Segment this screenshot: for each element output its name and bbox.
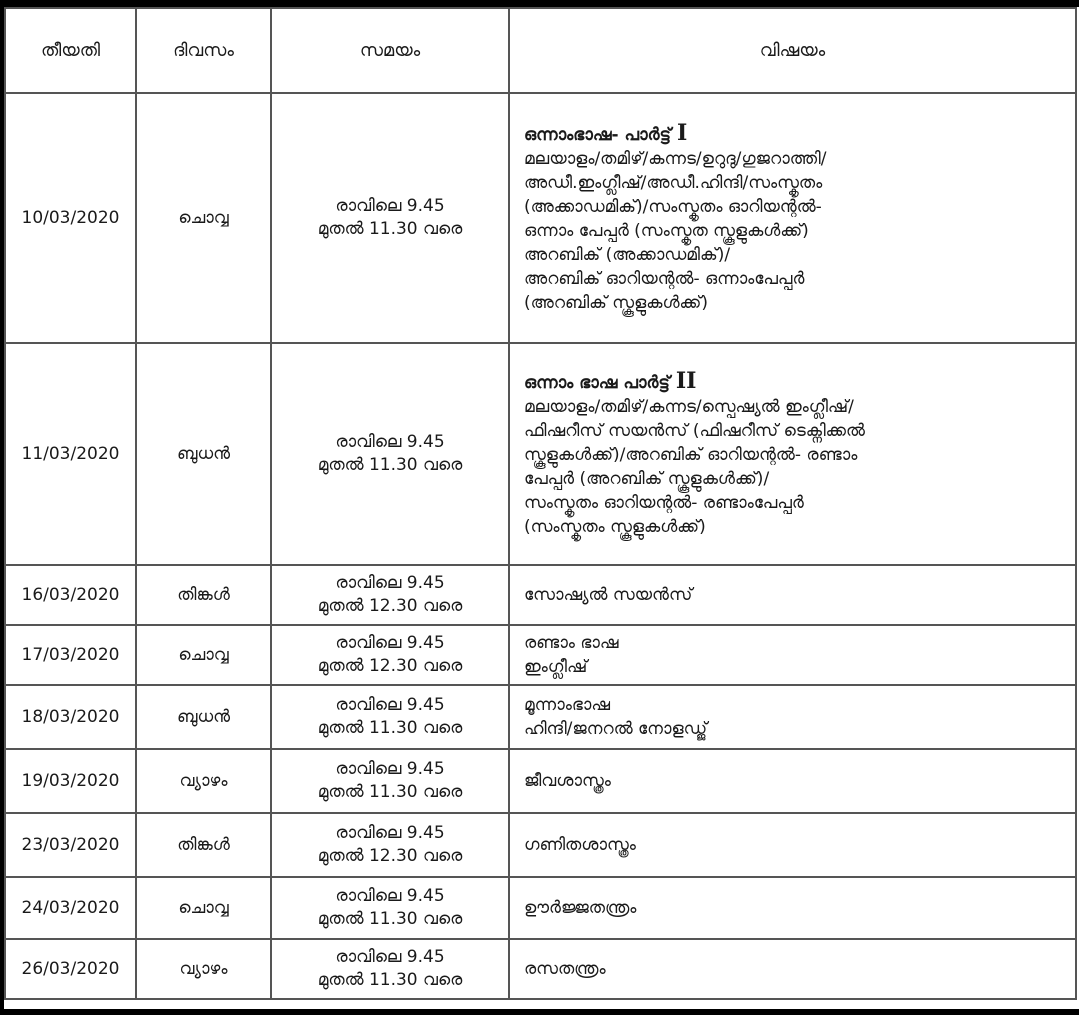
subject-title-numeral: I xyxy=(676,120,688,146)
time-end: മുതൽ 11.30 വരെ xyxy=(317,219,463,239)
date-cell: 19/03/2020 xyxy=(5,749,136,813)
time-end: മുതൽ 11.30 വരെ xyxy=(317,455,463,475)
day-cell: ബുധൻ xyxy=(136,685,271,749)
subject-line: അറബിക് ഓറിയന്റൽ- ഒന്നാംപേപ്പർ xyxy=(524,269,805,289)
subject-cell xyxy=(509,939,1076,999)
subject-line: രണ്ടാം ഭാഷ xyxy=(524,633,619,653)
header-day: ദിവസം xyxy=(136,8,271,93)
day-cell: ബുധൻ xyxy=(136,343,271,565)
time-cell xyxy=(271,343,509,565)
time-cell xyxy=(271,625,509,685)
subject-line: ഊർജ്ജതന്ത്രം xyxy=(524,898,637,918)
header-date: തീയതി xyxy=(5,8,136,93)
subject-line: (അറബിക് സ്കൂളുകൾക്ക്) xyxy=(524,293,708,313)
subject-title-numeral: II xyxy=(675,368,697,394)
subject-cell xyxy=(509,685,1076,749)
table-row xyxy=(5,939,1076,999)
time-end: മുതൽ 12.30 വരെ xyxy=(317,596,463,616)
subject-title-text: ഒന്നാം ഭാഷ പാർട്ട് xyxy=(524,373,676,393)
date-cell: 23/03/2020 xyxy=(5,813,136,877)
subject-line: (അക്കാഡമിക്)/സംസ്കൃതം ഓറിയന്റൽ- xyxy=(524,197,822,217)
time-cell xyxy=(271,93,509,343)
subject-line: സോഷ്യൽ സയൻസ് xyxy=(524,585,693,605)
table-row xyxy=(5,749,1076,813)
subject-line: അറബിക് (അക്കാഡമിക്)/ xyxy=(524,245,731,265)
table-row xyxy=(5,877,1076,939)
date-cell: 18/03/2020 xyxy=(5,685,136,749)
time-start: രാവിലെ 9.45 xyxy=(335,886,445,906)
subject-line: അഡീ.ഇംഗ്ലീഷ്/അഡീ.ഹിന്ദി/സംസ്കൃതം xyxy=(524,173,823,193)
day-cell: ചൊവ്വ xyxy=(136,625,271,685)
table-row xyxy=(5,565,1076,625)
header-time: സമയം xyxy=(271,8,509,93)
table-row xyxy=(5,93,1076,343)
subject-line: മൂന്നാംഭാഷ xyxy=(524,695,611,715)
time-end: മുതൽ 12.30 വരെ xyxy=(317,656,463,676)
time-cell xyxy=(271,813,509,877)
time-end: മുതൽ 11.30 വരെ xyxy=(317,970,463,990)
subject-title-text: ഒന്നാംഭാഷ- പാർട്ട് xyxy=(524,125,677,145)
table-row xyxy=(5,343,1076,565)
subject-line: ഇംഗ്ലീഷ് xyxy=(524,657,588,677)
subject-cell xyxy=(509,877,1076,939)
subject-line: പേപ്പർ (അറബിക് സ്കൂളുകൾക്ക്)/ xyxy=(524,469,770,489)
day-cell: തിങ്കൾ xyxy=(136,813,271,877)
time-end: മുതൽ 11.30 വരെ xyxy=(317,718,463,738)
bottom-border-bar xyxy=(0,1009,1079,1015)
subject-line: സംസ്കൃതം ഓറിയന്റൽ- രണ്ടാംപേപ്പർ xyxy=(524,493,804,513)
date-cell: 10/03/2020 xyxy=(5,93,136,343)
day-cell: വ്യാഴം xyxy=(136,939,271,999)
subject-line: മലയാളം/തമിഴ്/കന്നട/സ്പെഷ്യൽ ഇംഗ്ലീഷ്/ xyxy=(524,397,854,417)
table-row xyxy=(5,685,1076,749)
time-cell xyxy=(271,877,509,939)
time-end: മുതൽ 11.30 വരെ xyxy=(317,909,463,929)
top-border-bar xyxy=(0,0,1079,7)
time-cell xyxy=(271,749,509,813)
subject-title xyxy=(524,369,1065,395)
header-subject: വിഷയം xyxy=(509,8,1076,93)
subject-line: (സംസ്കൃതം സ്കൂളുകൾക്ക്) xyxy=(524,517,706,537)
subject-cell xyxy=(509,625,1076,685)
time-start: രാവിലെ 9.45 xyxy=(335,432,445,452)
table-row xyxy=(5,625,1076,685)
day-cell: ചൊവ്വ xyxy=(136,93,271,343)
date-cell: 17/03/2020 xyxy=(5,625,136,685)
subject-line: ഗണിതശാസ്ത്രം xyxy=(524,835,636,855)
date-cell: 24/03/2020 xyxy=(5,877,136,939)
subject-line: ഒന്നാം പേപ്പർ (സംസ്കൃത സ്കൂളുകൾക്ക്) xyxy=(524,221,809,241)
subject-cell xyxy=(509,749,1076,813)
day-cell: ചൊവ്വ xyxy=(136,877,271,939)
time-end: മുതൽ 12.30 വരെ xyxy=(317,846,463,866)
time-cell xyxy=(271,565,509,625)
subject-line: സ്കൂളുകൾക്ക്)/അറബിക് ഓറിയന്റൽ- രണ്ടാം xyxy=(524,445,858,465)
time-start: രാവിലെ 9.45 xyxy=(335,196,445,216)
subject-cell xyxy=(509,93,1076,343)
day-cell: തിങ്കൾ xyxy=(136,565,271,625)
time-start: രാവിലെ 9.45 xyxy=(335,947,445,967)
subject-line: രസതന്ത്രം xyxy=(524,959,606,979)
subject-line: മലയാളം/തമിഴ്/കന്നട/ഉറുദു/ഗുജറാത്തി/ xyxy=(524,149,827,169)
subject-title xyxy=(524,121,1065,147)
time-start: രാവിലെ 9.45 xyxy=(335,823,445,843)
subject-line: ഹിന്ദി/ജനറൽ നോളഡ്ജ് xyxy=(524,719,708,739)
date-cell: 16/03/2020 xyxy=(5,565,136,625)
time-cell xyxy=(271,939,509,999)
date-cell: 26/03/2020 xyxy=(5,939,136,999)
time-start: രാവിലെ 9.45 xyxy=(335,695,445,715)
table-row xyxy=(5,813,1076,877)
table-header-row xyxy=(5,8,1076,93)
time-end: മുതൽ 11.30 വരെ xyxy=(317,782,463,802)
date-cell: 11/03/2020 xyxy=(5,343,136,565)
time-start: രാവിലെ 9.45 xyxy=(335,573,445,593)
day-cell: വ്യാഴം xyxy=(136,749,271,813)
subject-cell xyxy=(509,813,1076,877)
time-start: രാവിലെ 9.45 xyxy=(335,759,445,779)
exam-timetable xyxy=(4,7,1077,1000)
subject-cell xyxy=(509,343,1076,565)
time-start: രാവിലെ 9.45 xyxy=(335,633,445,653)
subject-line: ജീവശാസ്ത്രം xyxy=(524,771,611,791)
subject-cell xyxy=(509,565,1076,625)
time-cell xyxy=(271,685,509,749)
subject-line: ഫിഷറീസ് സയൻസ് (ഫിഷറീസ് ടെക്നിക്കൽ xyxy=(524,421,865,441)
